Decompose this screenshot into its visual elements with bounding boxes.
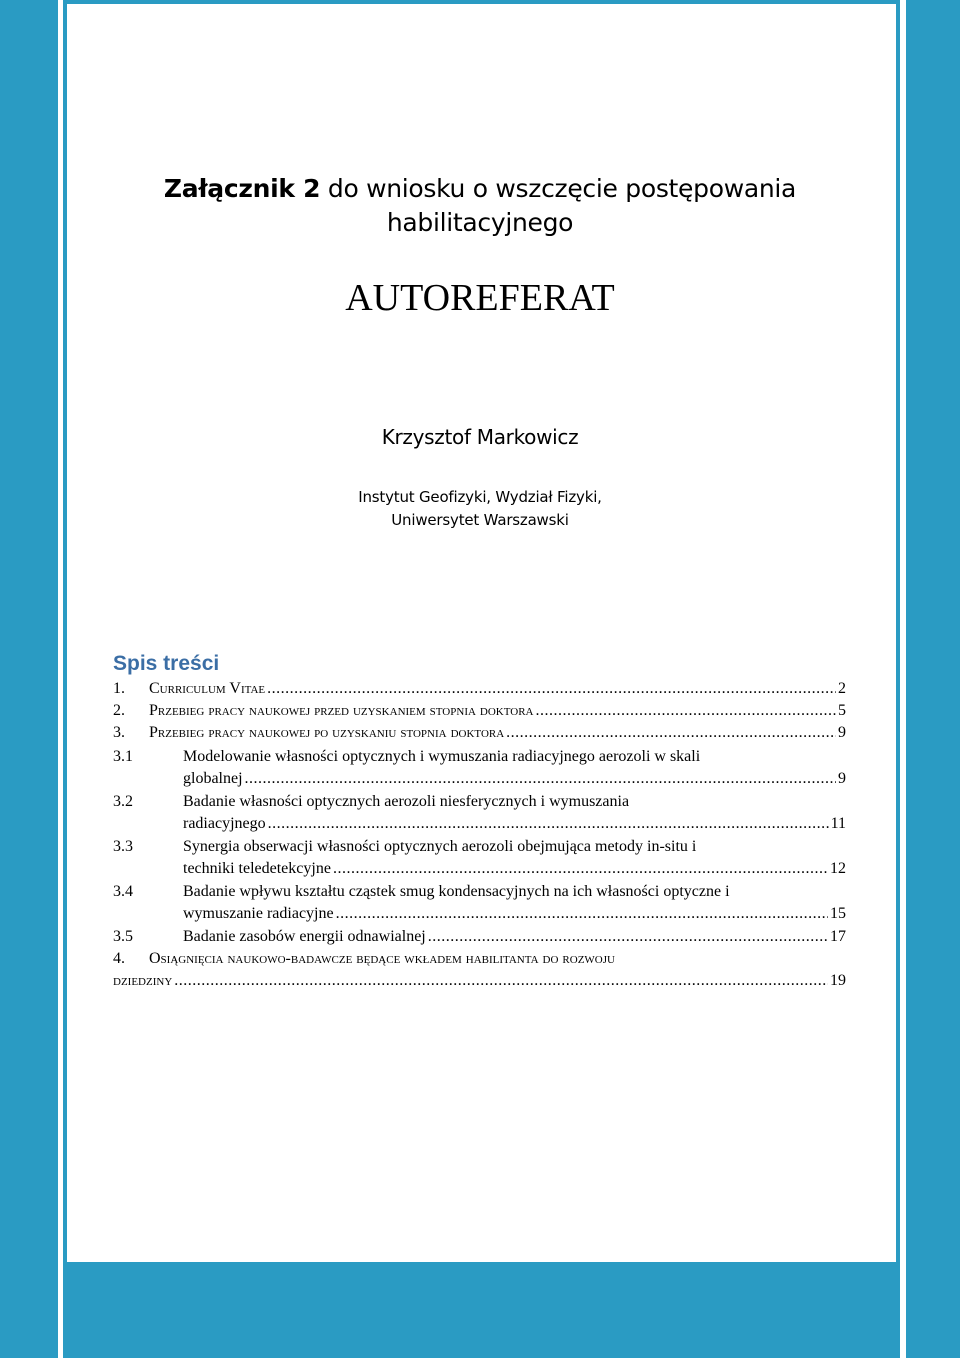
- toc-entry-page: 11: [830, 815, 846, 832]
- toc-entry-page: 5: [838, 702, 846, 719]
- toc-heading: Spis treści: [113, 652, 220, 675]
- toc-entry-page: 9: [838, 770, 846, 787]
- annex-title-line2: habilitacyjnego: [386, 208, 574, 237]
- institution-line2: Uniwersytet Warszawski: [391, 511, 569, 529]
- frame-bottom-white-gap-3: [900, 1258, 906, 1358]
- author-name: Krzysztof Markowicz: [381, 425, 579, 449]
- toc-entry-title: globalnej: [183, 770, 243, 787]
- toc-entry-title: Curriculum Vitae: [149, 680, 266, 697]
- toc-entry-title: wymuszanie radiacyjne: [183, 905, 334, 922]
- toc-entry-title: Przebieg pracy naukowej przed uzyskaniem stopnia doktora: [149, 702, 534, 719]
- toc-entry-3-1-line1[interactable]: 3.1 Modelowanie własności optycznych i wymuszania radiacyjnego aerozoli w skali: [113, 746, 846, 768]
- toc-entry-title: Synergia obserwacji własności optycznych aerozoli obejmująca metody in-situ i: [183, 838, 697, 855]
- toc-entry-3-3-line1[interactable]: 3.3 Synergia obserwacji własności optycznych aerozoli obejmująca metody in-situ i: [113, 836, 846, 858]
- toc-entry-3-2-line2[interactable]: [113, 813, 846, 835]
- toc-entry-page: 2: [838, 680, 846, 697]
- frame-bottom-white-gap: [58, 1258, 63, 1358]
- annex-title-line1: [0, 174, 960, 204]
- toc-entry-3-3-line2[interactable]: [113, 858, 846, 880]
- toc-entry-page: 12: [830, 860, 846, 877]
- institution-line1: Instytut Geofizyki, Wydział Fizyki,: [358, 488, 602, 506]
- toc-entry-4-line2[interactable]: [113, 970, 846, 992]
- toc-entry-3-2-line1[interactable]: 3.2 Badanie własności optycznych aerozoli niesferycznych i wymuszania: [113, 791, 846, 813]
- toc-entry-title: Osiągnięcia naukowo-badawcze będące wkładem habilitanta do rozwoju: [149, 950, 615, 967]
- toc-entry-title: Badanie zasobów energii odnawialnej: [183, 928, 426, 945]
- annex-description: do wniosku o wszczęcie postępowania: [320, 174, 797, 203]
- frame-bottom-white-gap-2: [67, 1258, 896, 1262]
- toc-entry-title: Modelowanie własności optycznych i wymuszania radiacyjnego aerozoli w skali: [183, 748, 701, 765]
- toc-entry-1[interactable]: 1. Curriculum Vitae ..... 2: [113, 678, 846, 700]
- toc-entry-title: dziedziny: [113, 972, 173, 989]
- toc-entry-page: 9: [838, 724, 846, 741]
- toc-entry-page: 17: [830, 928, 846, 945]
- toc-entry-3-5[interactable]: 3.5 Badanie zasobów energii odnawialnej ..... 17: [113, 926, 846, 948]
- toc-entry-title: Badanie wpływu kształtu cząstek smug kondensacyjnych na ich własności optyczne i: [183, 883, 730, 900]
- toc-entry-title: Przebieg pracy naukowej po uzyskaniu stopnia doktora: [149, 724, 505, 741]
- toc-entry-page: 15: [830, 905, 846, 922]
- annex-label: Załącznik 2: [163, 174, 321, 203]
- document-title: AUTOREFERAT: [345, 277, 615, 319]
- toc-entry-page: 19: [830, 972, 846, 989]
- toc-entry-4-line1[interactable]: 4. Osiągnięcia naukowo-badawcze będące wkładem habilitanta do rozwoju: [113, 948, 846, 970]
- toc-entry-title: techniki teledetekcyjne: [183, 860, 331, 877]
- toc-entry-3-4-line1[interactable]: 3.4 Badanie wpływu kształtu cząstek smug kondensacyjnych na ich własności optyczne i: [113, 881, 846, 903]
- frame-bottom-strip: [0, 1258, 960, 1358]
- toc-entry-3[interactable]: 3. Przebieg pracy naukowej po uzyskaniu stopnia doktora ..... 9: [113, 722, 846, 744]
- toc-entry-2[interactable]: 2. Przebieg pracy naukowej przed uzyskaniem stopnia doktora ..... 5: [113, 700, 846, 722]
- toc-entry-title: Badanie własności optycznych aerozoli niesferycznych i wymuszania: [183, 793, 630, 810]
- toc-entry-title: radiacyjnego: [183, 815, 266, 832]
- toc-entry-3-4-line2[interactable]: [113, 903, 846, 925]
- toc-entry-3-1-line2[interactable]: [113, 768, 846, 790]
